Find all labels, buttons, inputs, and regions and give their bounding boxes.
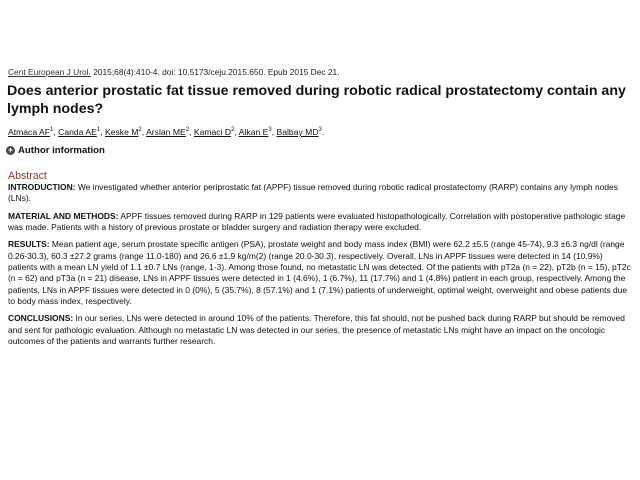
introduction-text: We investigated whether anterior periprostatic fat (APPF) tissue removed during robotic radical prostatectomy (RARP) contains any lymph nodes (LNs).	[8, 182, 618, 204]
expand-plus-icon: +	[7, 145, 14, 155]
author-information-label: Author information	[18, 145, 105, 156]
author-information-toggle[interactable]	[6, 145, 105, 156]
author-separator: ,	[271, 127, 277, 137]
results-label: RESULTS:	[8, 239, 50, 250]
introduction-label: INTRODUCTION:	[8, 182, 76, 192]
author-separator: ,	[53, 127, 59, 137]
affiliation-number[interactable]: 1	[96, 127, 101, 134]
author-link[interactable]: Balbay MD	[276, 127, 319, 137]
results-text: Mean patient age, serum prostate specific antigen (PSA), prostate weight and body mass index (BMI) were 62.2 ±5.5 (range 45-74), 9.3 ±6.3 ng/dl (range 0.26-30.3), 60.3 ±27.2 grams (range 11.0-180) and 26.6 ±1.9 kg/m(2) (range 20.0-30.3), respectively. Overall, LNs in APPF tissues were detected in 14 (10.9%) patients with a mean LN yield of 1.1 ±0.7 LNs (range, 1-3). Among those found, no metastatic LN was detected. Of the patients with pT2a (n = 22), pT2b (n = 15), pT2c (n = 62) and pT3a (n = 21) disease, LNs in APPF tissues were detected in 1 (4.6%), 1 (6.7%), 11 (17.7%) and 1 (4.8%) patient in each group, respectively. Among the patients, LNs in APPF tissues were detected in 0 (0%), 5 (35.7%), 8 (57.1%) and 1 (7.1%) patients of underweight, optimal weight, overweight and obese patients due to body mass index, respectively.	[8, 239, 631, 307]
abstract-heading: Abstract	[8, 170, 47, 182]
affiliation-number[interactable]: 3	[318, 127, 322, 134]
author-link[interactable]: Arslan ME	[146, 127, 186, 137]
author-link[interactable]: Kamaci D	[193, 127, 232, 137]
author-separator: ,	[189, 127, 194, 137]
author-separator: ,	[141, 127, 147, 137]
citation-details: 2015;68(4):410-4. doi: 10.5173/ceju.2015.650. Epub 2015 Dec 21.	[90, 67, 340, 77]
author-separator: .	[321, 127, 325, 137]
author-link[interactable]: Canda AE	[58, 127, 97, 137]
conclusions-label: CONCLUSIONS:	[8, 313, 74, 324]
author-separator: ,	[234, 127, 239, 137]
author-list	[8, 127, 324, 137]
affiliation-number[interactable]: 1	[50, 127, 54, 134]
author-link[interactable]: Alkan E	[238, 127, 269, 137]
conclusions-paragraph	[8, 313, 632, 347]
methods-paragraph	[8, 211, 632, 234]
introduction-paragraph	[8, 182, 632, 205]
methods-text: APPF tissues removed during RARP in 129 patients were evaluated histopathologically. Correlation with postoperative pathologic stage was made. Patients with a history of previous prostate or bladder surgery and radiation therapy were excluded.	[8, 210, 626, 233]
citation-line	[8, 67, 340, 77]
author-link[interactable]: Atmaca AF	[8, 127, 51, 137]
methods-label: MATERIAL AND METHODS:	[8, 210, 119, 221]
affiliation-number[interactable]: 2	[185, 127, 190, 134]
affiliation-number[interactable]: 2	[138, 127, 142, 134]
conclusions-text: In our series, LNs were detected in around 10% of the patients. Therefore, this fat should, not be pushed back during RARP but should be removed and sent for pathologic evaluation. Although no metastatic LN was detected in our series, the presence of metastatic LNs might have an impact on the oncologic outcomes of the patients and warrants further research.	[8, 313, 625, 347]
abstract-body	[8, 182, 632, 353]
affiliation-number[interactable]: 3	[268, 127, 272, 134]
author-separator: ,	[100, 127, 105, 137]
affiliation-number[interactable]: 2	[231, 127, 235, 134]
results-paragraph	[8, 239, 632, 307]
article-title: Does anterior prostatic fat tissue removed during robotic radical prostatectomy contain any lymph nodes?	[7, 83, 626, 117]
journal-link[interactable]: Cent European J Urol.	[8, 67, 91, 77]
author-link[interactable]: Keske M	[104, 127, 139, 137]
